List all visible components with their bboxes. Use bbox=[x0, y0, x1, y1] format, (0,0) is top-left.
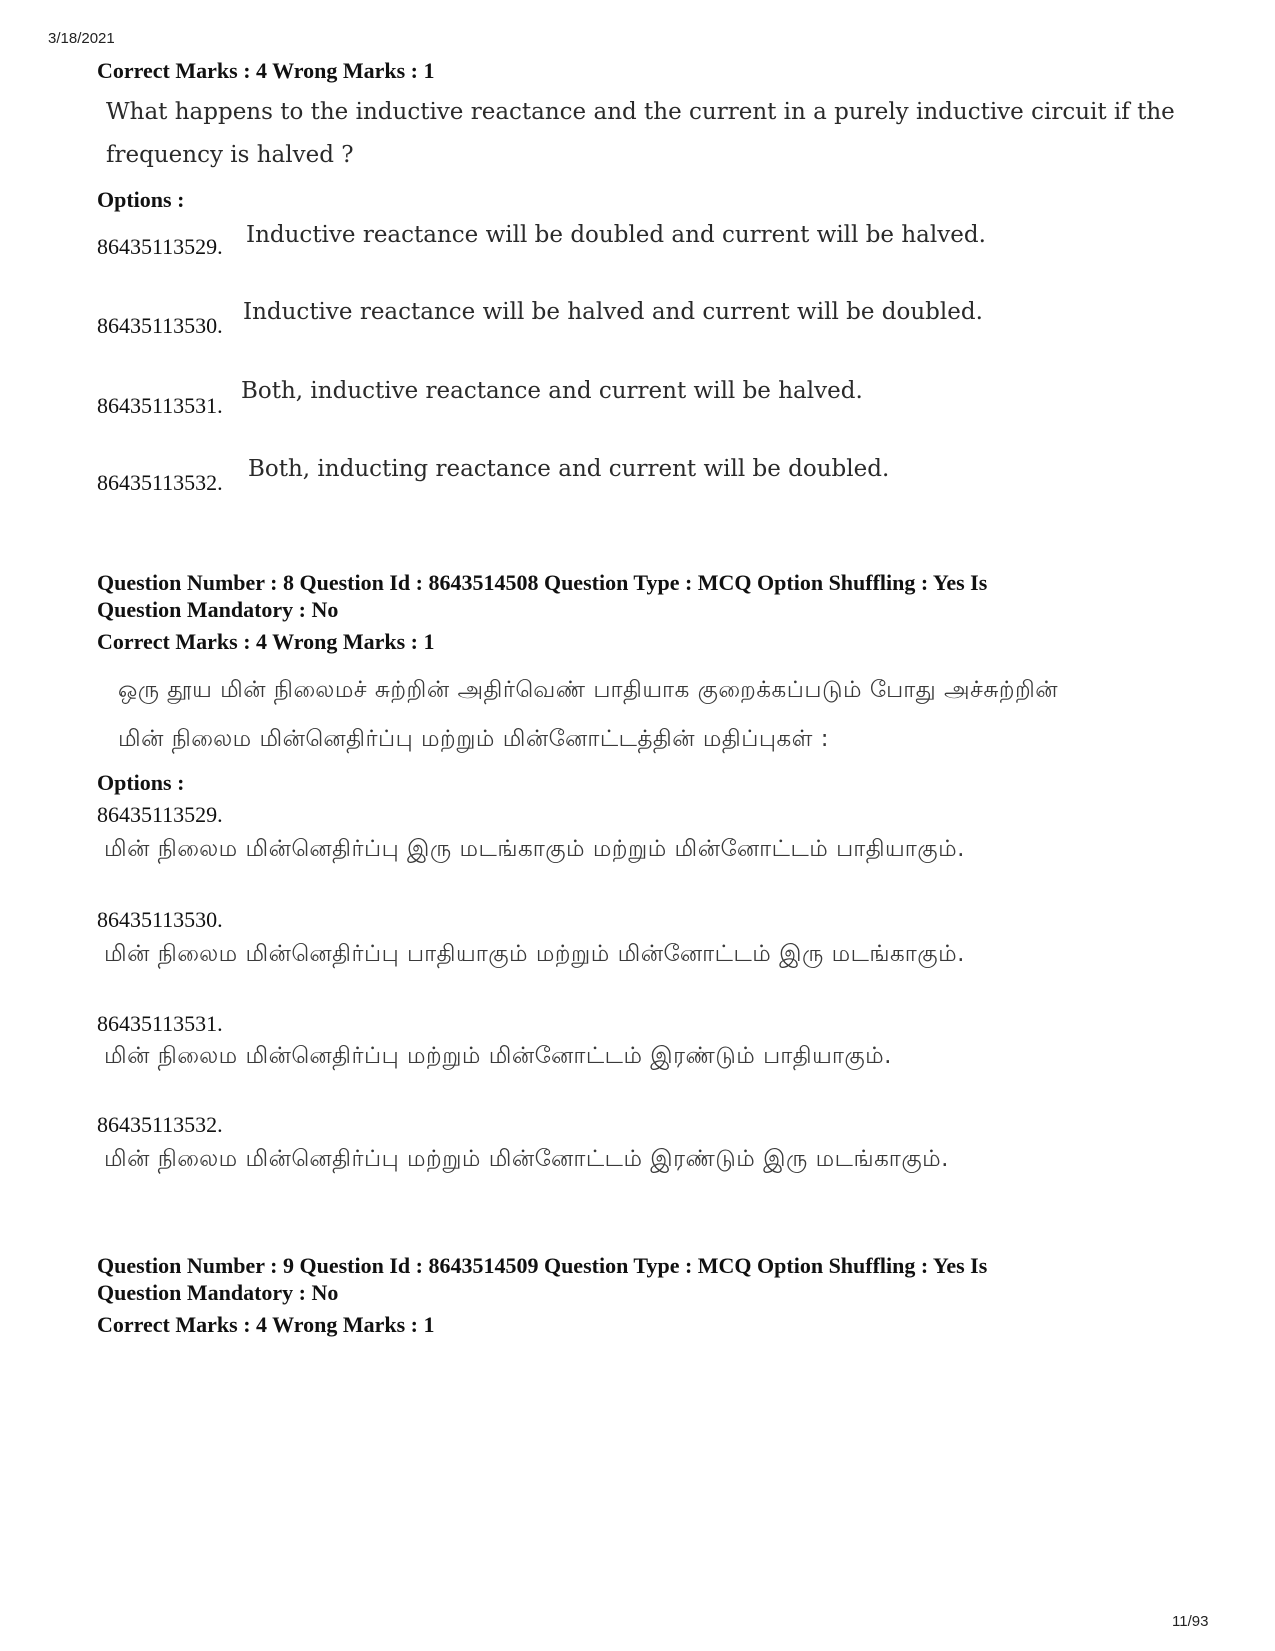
q7-option-1-text: Inductive reactance will be doubled and current will be halved. bbox=[246, 222, 986, 248]
q7-option-1-id: 86435113529. bbox=[97, 234, 223, 259]
q8-option-3-id: 86435113531. bbox=[97, 1011, 223, 1036]
print-date: 3/18/2021 bbox=[48, 30, 115, 47]
q8-question-line1: ஒரு தூய மின் நிலைமச் சுற்றின் அதிர்வெண் பாதியாக குறைக்கப்படும் போது அச்சுற்றின் bbox=[118, 677, 1059, 703]
q7-question-line2: frequency is halved ? bbox=[106, 142, 354, 168]
q8-option-1-text: மின் நிலைம மின்னெதிர்ப்பு இரு மடங்காகும் மற்றும் மின்னோட்டம் பாதியாகும். bbox=[104, 836, 965, 862]
q9-header-line2: Question Mandatory : No bbox=[97, 1280, 339, 1305]
q9-marks: Correct Marks : 4 Wrong Marks : 1 bbox=[97, 1312, 435, 1337]
q8-option-2-id: 86435113530. bbox=[97, 907, 223, 932]
q8-options-label: Options : bbox=[97, 770, 185, 795]
q8-header-line1: Question Number : 8 Question Id : 8643514508 Question Type : MCQ Option Shuffling : Yes Is bbox=[97, 570, 988, 595]
q7-options-label: Options : bbox=[97, 187, 185, 212]
q7-option-3-id: 86435113531. bbox=[97, 393, 223, 418]
q7-question-line1: What happens to the inductive reactance and the current in a purely inductive circuit if the bbox=[106, 99, 1175, 125]
q8-question-line2: மின் நிலைம மின்னெதிர்ப்பு மற்றும் மின்னோட்டத்தின் மதிப்புகள் : bbox=[118, 726, 829, 752]
q8-option-4-id: 86435113532. bbox=[97, 1112, 223, 1137]
q8-option-4-text: மின் நிலைம மின்னெதிர்ப்பு மற்றும் மின்னோட்டம் இரண்டும் இரு மடங்காகும். bbox=[104, 1146, 949, 1172]
page-number: 11/93 bbox=[1172, 1613, 1209, 1630]
q7-marks: Correct Marks : 4 Wrong Marks : 1 bbox=[97, 58, 435, 83]
q9-header-line1: Question Number : 9 Question Id : 8643514509 Question Type : MCQ Option Shuffling : Yes Is bbox=[97, 1253, 988, 1278]
q7-option-3-text: Both, inductive reactance and current will be halved. bbox=[241, 378, 863, 404]
q7-option-4-id: 86435113532. bbox=[97, 470, 223, 495]
q8-header-line2: Question Mandatory : No bbox=[97, 597, 339, 622]
q7-option-4-text: Both, inducting reactance and current will be doubled. bbox=[248, 456, 890, 482]
q7-option-2-id: 86435113530. bbox=[97, 313, 223, 338]
q8-option-3-text: மின் நிலைம மின்னெதிர்ப்பு மற்றும் மின்னோட்டம் இரண்டும் பாதியாகும். bbox=[104, 1043, 892, 1069]
q7-option-2-text: Inductive reactance will be halved and current will be doubled. bbox=[243, 299, 983, 325]
q8-option-1-id: 86435113529. bbox=[97, 802, 223, 827]
q8-option-2-text: மின் நிலைம மின்னெதிர்ப்பு பாதியாகும் மற்றும் மின்னோட்டம் இரு மடங்காகும். bbox=[104, 941, 965, 967]
q8-marks: Correct Marks : 4 Wrong Marks : 1 bbox=[97, 629, 435, 654]
